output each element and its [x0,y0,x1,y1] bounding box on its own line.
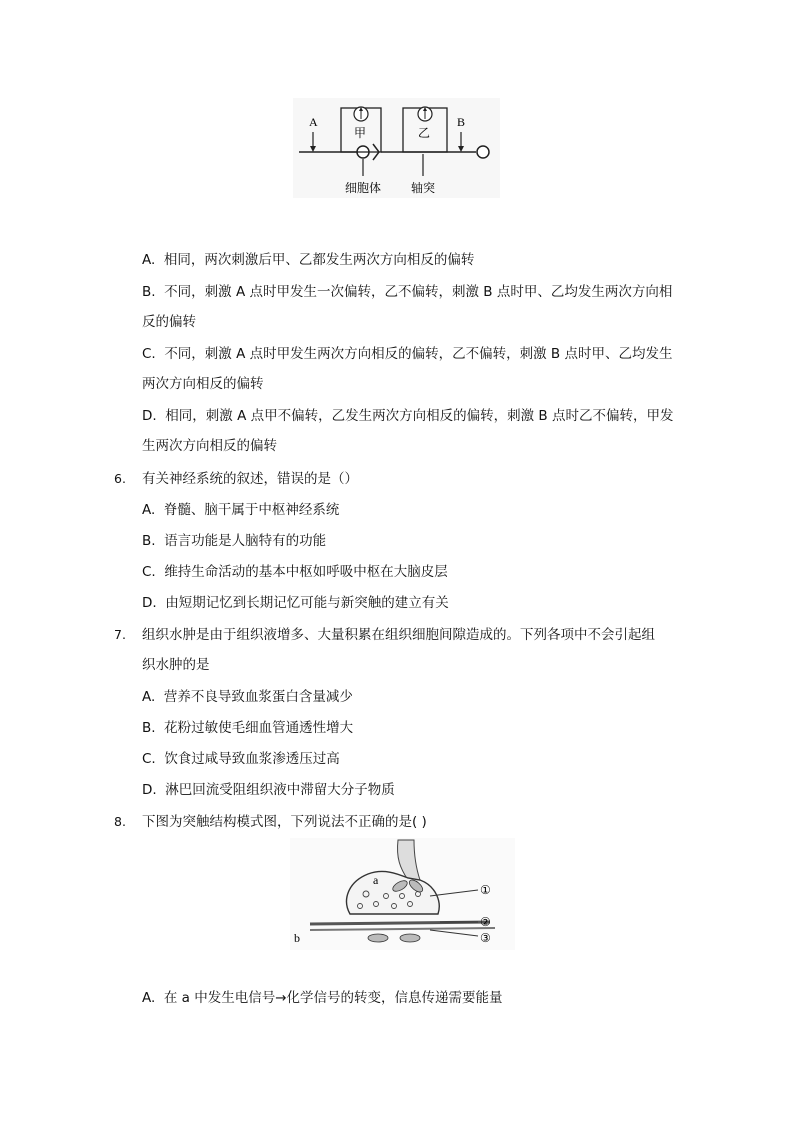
option-text: 饮食过咸导致血浆渗透压过高 [164,751,340,767]
option-letter: D. [142,595,157,611]
option-text: 不同，刺激 A 点时甲发生一次偏转，乙不偏转，刺激 B 点时甲、乙均发生两次方向相 [164,284,673,300]
q6-option-b [142,531,326,551]
neuron-galvanometer-figure [293,98,500,198]
q7-option-b [142,718,353,738]
question-stem: 组织水肿是由于组织液增多、大量积累在组织细胞间隙造成的。下列各项中不会引起组 [142,627,655,643]
option-text: 营养不良导致血浆蛋白含量减少 [163,689,353,705]
question-stem: 有关神经系统的叙述，错误的是（） [142,471,358,487]
q7-option-a [142,687,353,707]
option-text-cont: 两次方向相反的偏转 [142,376,264,392]
q8-option-a [142,988,503,1008]
q6-option-c [142,562,448,582]
option-letter: A. [142,502,156,518]
option-letter: C. [142,346,156,362]
mark-3: ③ [480,931,491,945]
label-a: a [373,873,379,887]
q6-option-d [142,593,449,613]
label-b: b [294,931,300,945]
option-letter: B. [142,533,156,549]
question-stem-cont: 织水肿的是 [142,657,210,673]
label-axon: 轴突 [411,181,436,195]
option-text: 相同，刺激 A 点甲不偏转，乙发生两次方向相反的偏转，刺激 B 点时乙不偏转，甲发 [165,408,674,424]
option-text: 花粉过敏使毛细血管通透性增大 [164,720,354,736]
option-text: 由短期记忆到长期记忆可能与新突触的建立有关 [165,595,449,611]
question-number: 8. [114,814,126,829]
option-letter: C. [142,751,156,767]
mark-1: ① [480,883,491,897]
question-number: 6. [114,471,126,486]
option-letter: C. [142,564,156,580]
option-letter: B. [142,720,156,736]
synapse-structure-figure [290,838,515,950]
option-text: 淋巴回流受阻组织液中滞留大分子物质 [165,782,395,798]
label-cell-body: 细胞体 [345,181,382,195]
option-text: 语言功能是人脑特有的功能 [164,533,327,549]
label-b: B [457,115,466,129]
option-text-cont: 生两次方向相反的偏转 [142,438,277,454]
option-letter: D. [142,782,157,798]
q6-option-a [142,500,339,520]
q7-option-c [142,749,340,769]
option-text: 维持生命活动的基本中枢如呼吸中枢在大脑皮层 [164,564,448,580]
question-number: 7. [114,627,126,642]
option-text: 在 a 中发生电信号→化学信号的转变，信息传递需要能量 [163,990,503,1006]
label-a: A [309,115,318,129]
meter-yi-label: 乙 [418,126,431,140]
option-letter: A. [142,990,156,1006]
option-text-cont: 反的偏转 [142,314,196,330]
option-letter: B. [142,284,156,300]
option-text: 脊髓、脑干属于中枢神经系统 [163,502,340,518]
option-text: 相同，两次刺激后甲、乙都发生两次方向相反的偏转 [163,252,475,268]
option-letter: A. [142,252,156,268]
q7-option-d [142,780,395,800]
option-letter: D. [142,408,157,424]
question-stem: 下图为突触结构模式图，下列说法不正确的是( ) [142,814,427,830]
option-letter: A. [142,689,156,705]
option-text: 不同，刺激 A 点时甲发生两次方向相反的偏转，乙不偏转，刺激 B 点时甲、乙均发生 [164,346,673,362]
mark-2: ② [480,915,491,929]
meter-jia-label: 甲 [354,126,367,140]
